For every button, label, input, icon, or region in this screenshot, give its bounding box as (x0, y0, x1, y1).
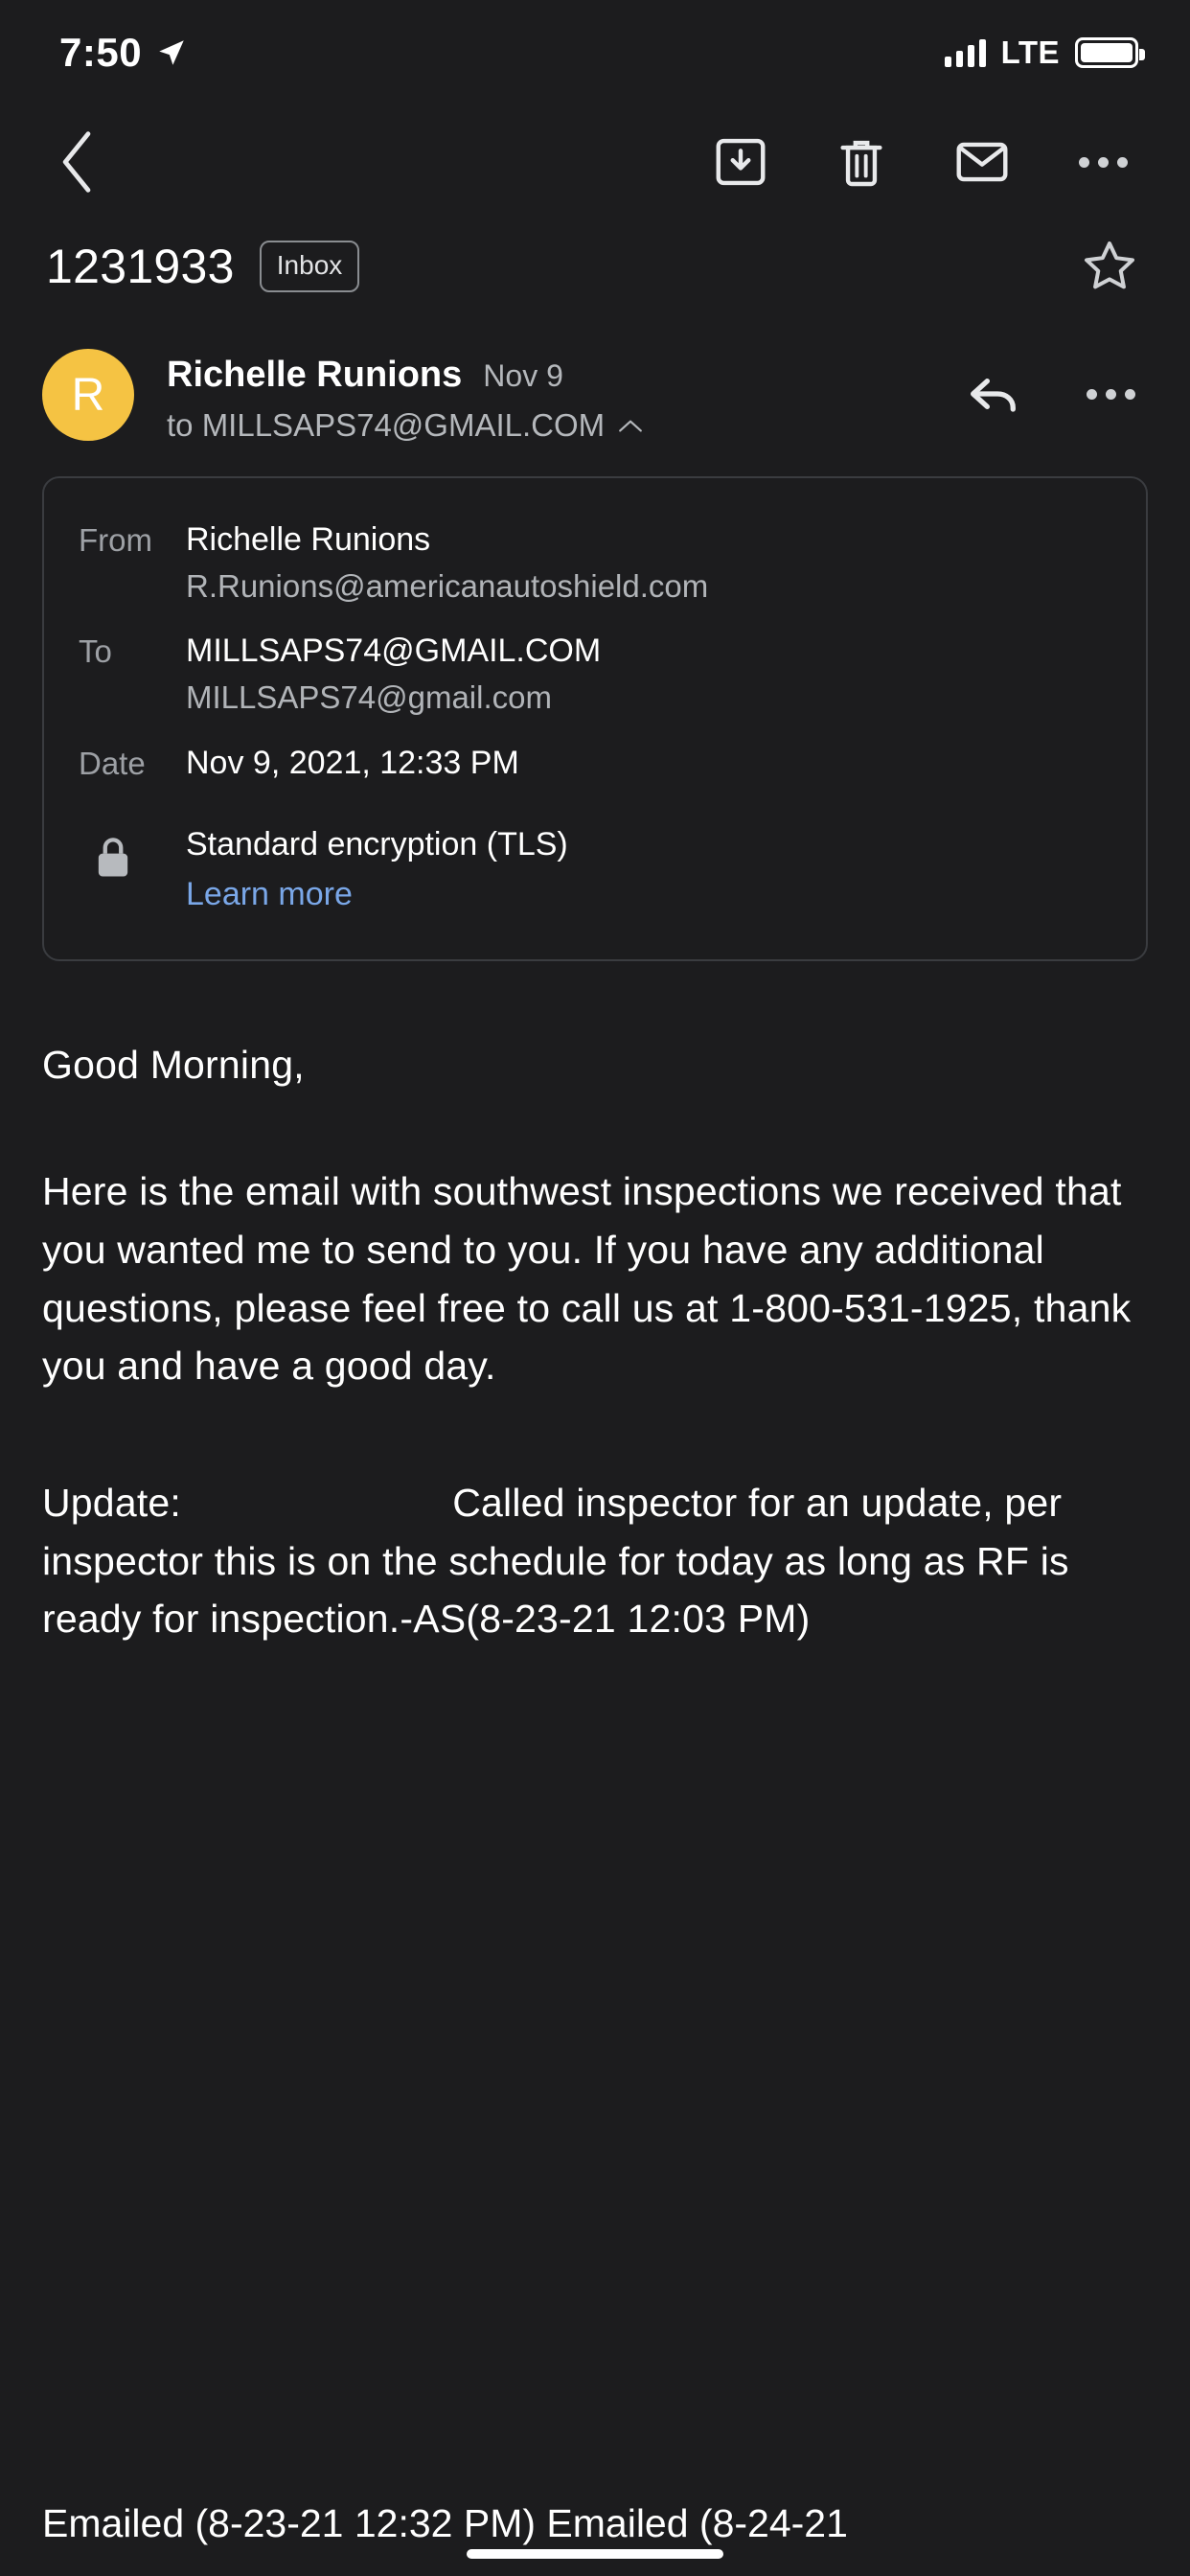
star-button[interactable] (1079, 236, 1140, 297)
details-encryption-row (79, 796, 1111, 925)
reply-button[interactable] (956, 356, 1031, 431)
lock-icon-wrap (79, 823, 186, 883)
sender-line-primary (167, 355, 956, 396)
subject-row (0, 218, 1190, 307)
chevron-up-icon (618, 418, 643, 433)
sender-name[interactable]: Richelle Runions (167, 355, 463, 395)
mark-unread-button[interactable] (945, 125, 1019, 199)
status-time: 7:50 (59, 30, 143, 75)
battery-full-icon (1075, 37, 1138, 68)
avatar[interactable]: R (42, 349, 134, 441)
sender-meta (134, 349, 956, 444)
page-title: 1231933 (46, 240, 235, 293)
toolbar-actions (703, 125, 1150, 199)
details-date-label: Date (79, 745, 146, 781)
details-encryption-body (186, 823, 1111, 913)
details-to-row (79, 618, 1111, 729)
details-from-name: Richelle Runions (186, 521, 431, 558)
status-bar-right (945, 34, 1138, 71)
body-greeting: Good Morning, (42, 1042, 305, 1087)
home-indicator[interactable] (467, 2549, 723, 2559)
back-button[interactable] (36, 121, 119, 203)
status-bar (0, 0, 1190, 105)
more-options-icon (1079, 157, 1128, 168)
message-details-card (42, 476, 1148, 961)
encryption-status: Standard encryption (TLS) (186, 825, 568, 862)
archive-icon (711, 132, 770, 192)
lock-icon (92, 833, 134, 883)
learn-more-link[interactable]: Learn more (186, 875, 353, 912)
body-paragraph-1: Here is the email with southwest inspections we received that you wanted me to send to you. If you have any additional questions, please feel free to call us at 1-800-531-1925, thank you and have a good day. (42, 1169, 1132, 1389)
location-arrow-icon (155, 36, 188, 69)
back-arrow-icon (57, 128, 99, 196)
star-outline-icon (1079, 236, 1140, 297)
details-from-email: R.Runions@americanautoshield.com (186, 567, 709, 604)
more-options-icon (1087, 389, 1135, 400)
details-to-body (186, 630, 1111, 718)
top-toolbar (0, 105, 1190, 218)
details-from-body (186, 518, 1111, 607)
details-to-label: To (79, 633, 112, 670)
details-date-value: Nov 9, 2021, 12:33 PM (186, 744, 519, 781)
details-date-row (79, 730, 1111, 796)
recipient-toggle[interactable] (167, 407, 956, 444)
archive-button[interactable] (703, 125, 778, 199)
status-bar-left (59, 30, 188, 76)
message-body (0, 961, 1190, 1648)
body-bottom-line: Emailed (8-23-21 12:32 PM) Emailed (8-24-21 (42, 2500, 848, 2545)
message-actions (956, 349, 1148, 431)
sender-row (0, 307, 1190, 444)
body-update-label: Update: (42, 1480, 182, 1525)
delete-button[interactable] (824, 125, 899, 199)
recipient-label: to MILLSAPS74@GMAIL.COM (167, 407, 606, 443)
details-to-email: MILLSAPS74@gmail.com (186, 679, 552, 716)
carrier-label: LTE (1000, 34, 1060, 70)
details-date-body (186, 742, 1111, 785)
message-date-short: Nov 9 (483, 358, 563, 393)
details-from-row (79, 507, 1111, 618)
body-update-block (42, 1474, 1148, 1648)
envelope-icon (952, 132, 1012, 192)
label-chip-inbox[interactable]: Inbox (260, 241, 360, 292)
message-more-button[interactable] (1073, 356, 1148, 431)
details-to-name: MILLSAPS74@GMAIL.COM (186, 632, 602, 670)
details-from-label: From (79, 522, 152, 558)
reply-arrow-icon (963, 363, 1024, 425)
body-update-text: Called inspector for an update, per inspector this is on the schedule for today as long as RF is ready for inspection.-AS(8-23-21 12:03 PM) (42, 1480, 1069, 1642)
more-options-button[interactable] (1065, 125, 1140, 199)
trash-icon (832, 132, 891, 192)
signal-bars-icon (945, 38, 986, 67)
